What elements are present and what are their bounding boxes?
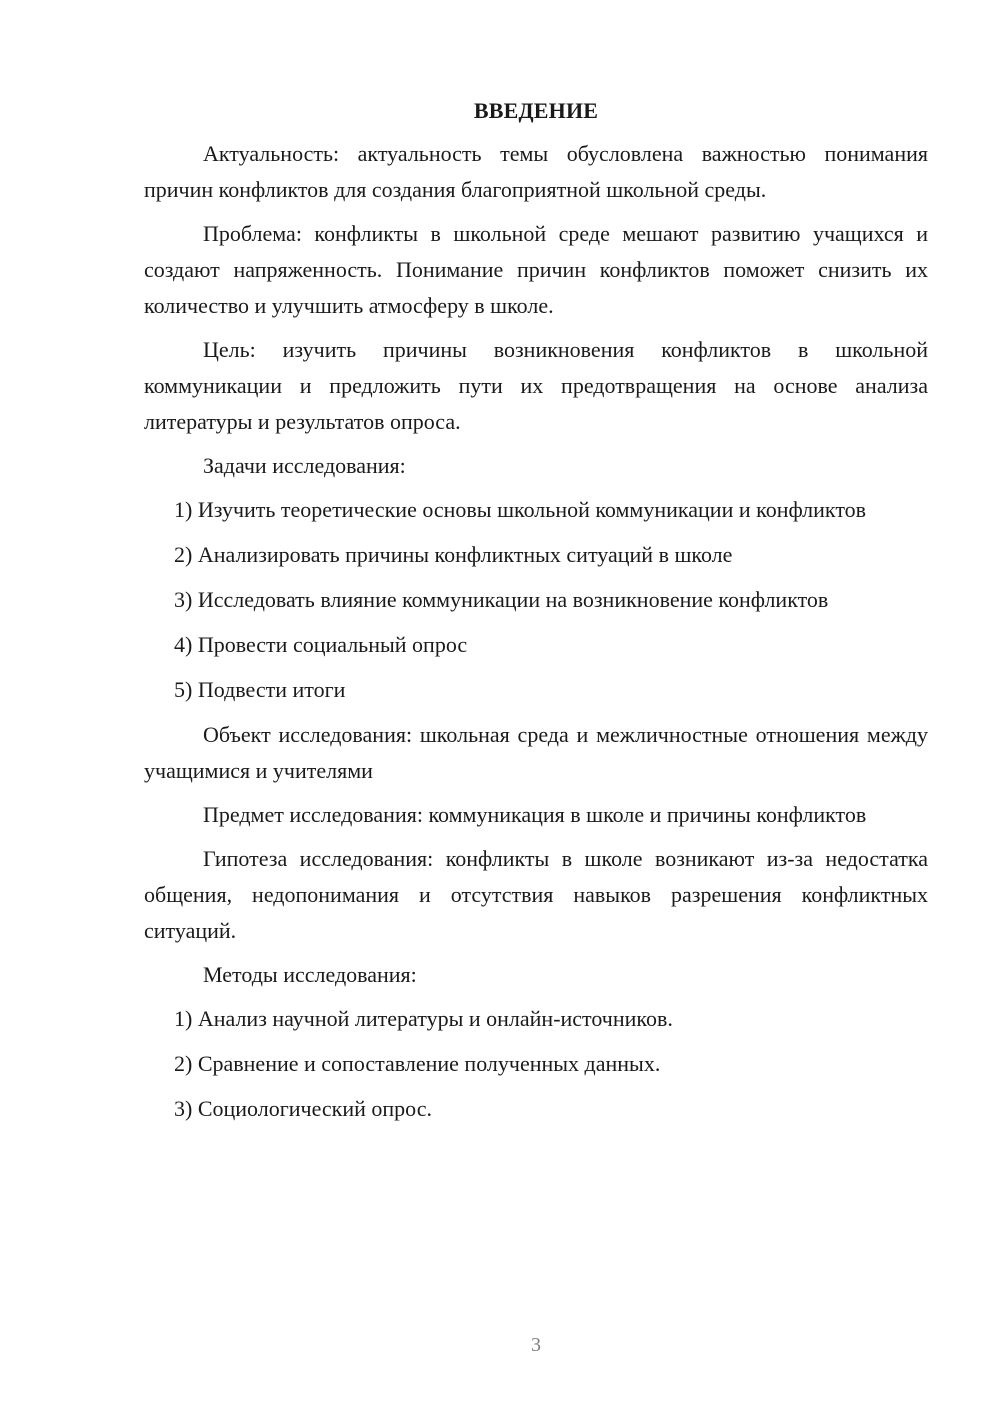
task-item: 3) Исследовать влияние коммуникации на возникновение конфликтов	[174, 587, 829, 612]
tasks-heading: Задачи исследования:	[203, 453, 406, 478]
page-content	[144, 94, 928, 1136]
hypothesis-paragraph: Гипотеза исследования: конфликты в школе возникают из-за недостатка общения, недопонимания и отсутствия навыков разрешения конфликтных ситуаций.	[144, 846, 928, 943]
task-item: 5) Подвести итоги	[174, 677, 346, 702]
method-item: 3) Социологический опрос.	[174, 1096, 432, 1121]
task-item: 2) Анализировать причины конфликтных ситуаций в школе	[174, 542, 733, 567]
goal-paragraph: Цель: изучить причины возникновения конфликтов в школьной коммуникации и предложить пути их предотвращения на основе анализа литературы и результатов опроса.	[144, 337, 928, 434]
subject-paragraph: Предмет исследования: коммуникация в школе и причины конфликтов	[203, 802, 867, 827]
task-item: 4) Провести социальный опрос	[174, 632, 468, 657]
object-paragraph: Объект исследования: школьная среда и межличностные отношения между учащимися и учителями	[144, 722, 928, 783]
section-heading: ВВЕДЕНИЕ	[473, 98, 599, 123]
page-number: 3	[531, 1334, 541, 1356]
method-item: 1) Анализ научной литературы и онлайн-источников.	[174, 1006, 673, 1031]
task-item: 1) Изучить теоретические основы школьной коммуникации и конфликтов	[174, 497, 867, 522]
problem-paragraph: Проблема: конфликты в школьной среде мешают развитию учащихся и создают напряженность. Понимание причин конфликтов поможет снизить их количество и улучшить атмосферу в школе.	[144, 221, 928, 318]
relevance-paragraph: Актуальность: актуальность темы обусловлена важностью понимания причин конфликтов для создания благоприятной школьной среды.	[144, 141, 928, 202]
method-item: 2) Сравнение и сопоставление полученных данных.	[174, 1051, 661, 1076]
methods-heading: Методы исследования:	[203, 962, 417, 987]
